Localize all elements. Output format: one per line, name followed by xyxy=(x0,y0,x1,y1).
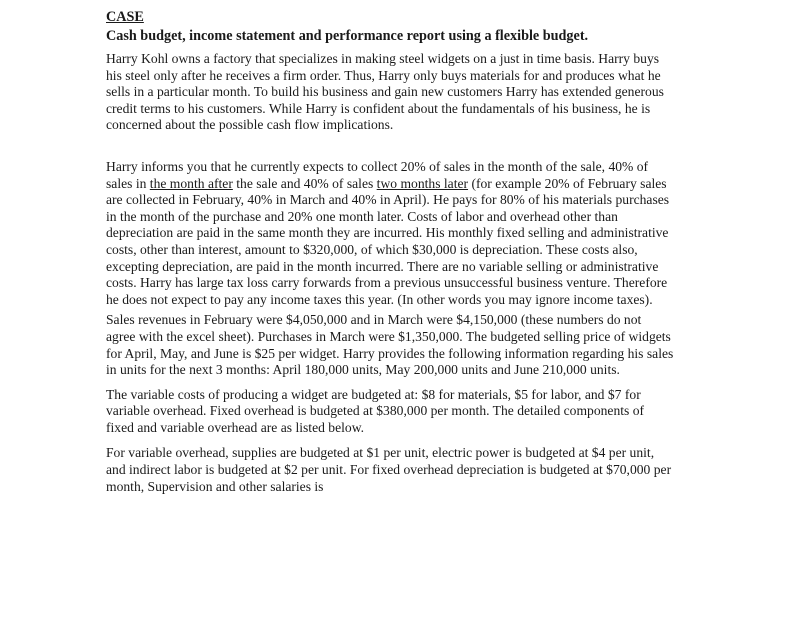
collections-text-c: (for example 20% of February sales are collected in February, 40% in March and 40% in April). He pays for 80% of his materials purchases in the month of the purchase and 20% one month later. Costs of labor and overhead other than depreciation are paid in the same month they are incurred. His monthly fixed selling and administrative costs, other than interest, amount to $320,000, of which $30,000 is depreciation. These costs also, excepting depreciation, are paid in the month incurred. There are no variable selling or administrative costs. Harry has large tax loss carry forwards from a previous unsuccessful business venture. Therefore he does not expect to pay any income taxes this year. (In other words you may ignore income taxes). xyxy=(106,175,670,307)
case-label: CASE xyxy=(106,9,144,25)
paragraph-intro: Harry Kohl owns a factory that specializes in making steel widgets on a just in time basis. Harry buys his steel only after he receives a firm order. Thus, Harry only buys materials for and produces what he sells in a particular month. To build his business and gain new customers Harry has extended generous credit terms to his customers. While Harry is confident about the fundamentals of his business, he is concerned about the possible cash flow implications. xyxy=(106,51,664,133)
collections-text-a: Harry informs you that he currently expects to collect 20% of sales in the month of the sale, 40% of sales in xyxy=(106,158,649,191)
underlined-two-months-later: two months later xyxy=(376,175,469,191)
paragraph-overhead: For variable overhead, supplies are budgeted at $1 per unit, electric power is budgeted at $4 per unit, and indirect labor is budgeted at $2 per unit. For fixed overhead depreciation is budgeted at $70,000 per month, Supervision and other salaries is xyxy=(106,445,672,494)
paragraph-sales: Sales revenues in February were $4,050,000 and in March were $4,150,000 (these numbers do not agree with the excel sheet). Purchases in March were $1,350,000. The budgeted selling price of widgets for April, May, and June is $25 per widget. Harry provides the following information regarding his sales in units for the next 3 months: April 180,000 units, May 200,000 units and June 210,000 units. xyxy=(106,312,674,378)
paragraph-collections xyxy=(106,159,674,308)
document-title: Cash budget, income statement and performance report using a flexible budget. xyxy=(106,28,589,44)
collections-text-b: the sale and 40% of sales xyxy=(232,175,377,191)
paragraph-variable-costs: The variable costs of producing a widget are budgeted at: $8 for materials, $5 for labor, and $7 for variable overhead. Fixed overhead is budgeted at $380,000 per month. The detailed components of fixed and variable overhead are as listed below. xyxy=(106,386,645,435)
underlined-month-after: the month after xyxy=(149,175,233,191)
document-page xyxy=(106,8,674,495)
